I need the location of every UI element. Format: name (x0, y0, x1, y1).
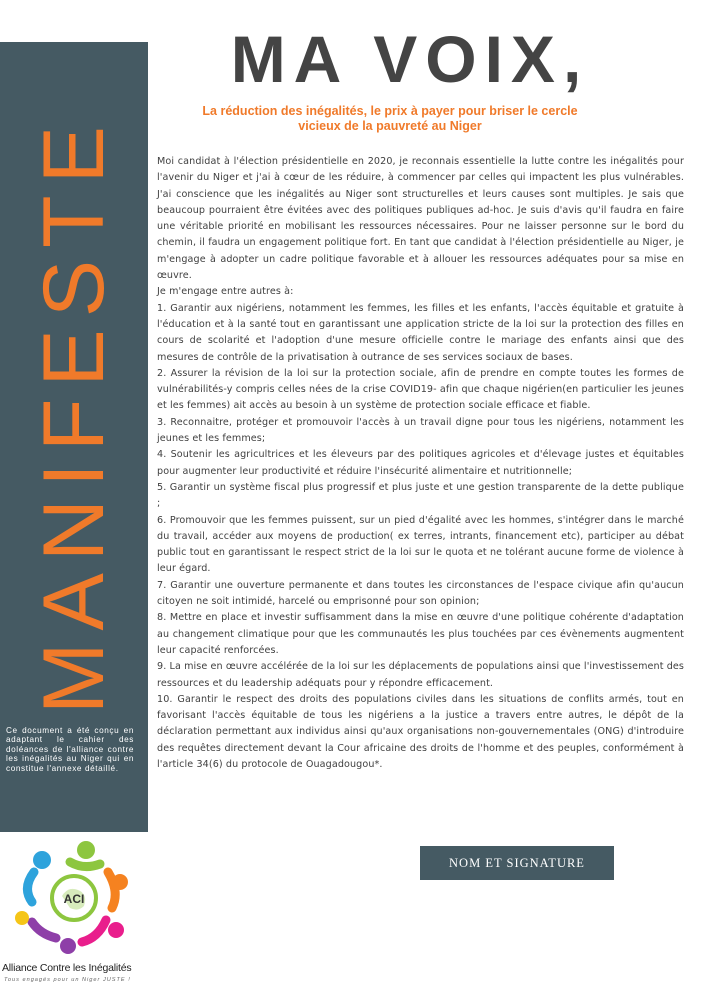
logo-arm-pink (82, 920, 106, 942)
logo-arm-blue (27, 872, 34, 902)
page-subtitle: La réduction des inégalités, le prix à payer pour briser le cercle vicieux de la pauvreté au Niger (202, 104, 578, 133)
logo-tagline: Tous engagés pour un Niger JUSTE ! (4, 977, 131, 983)
sidebar-note: Ce document a été conçu en adaptant le cahier des doléances de l'alliance contre les inégalités au Niger qui en constitue l'annexe détaillé. (6, 726, 134, 773)
sidebar-panel (0, 42, 148, 832)
commitment-lead: Je m'engage entre autres à: (157, 286, 294, 298)
commitment-item-5: 5. Garantir un système fiscal plus progressif et plus juste et une gestion transparente de la dette publique ; (157, 481, 684, 510)
logo-center-text: ACI (63, 892, 85, 906)
manifesto-body (157, 154, 684, 773)
logo-dot-blue (33, 851, 51, 869)
logo-arm-purple (32, 922, 56, 938)
logo-dot-pink (108, 922, 124, 938)
commitment-item-4: 4. Soutenir les agricultrices et les éleveurs par des politiques agricoles et d'élevage justes et équitables pour augmenter leur productivité et réduire l'insécurité alimentaire et nutritionnelle; (157, 449, 684, 477)
vertical-title: MANIFESTE (26, 113, 122, 715)
logo-arm-orange (108, 872, 115, 908)
name-signature-button[interactable]: NOM ET SIGNATURE (420, 846, 614, 880)
logo-dot-green (77, 841, 95, 859)
commitment-item-8: 8. Mettre en place et investir suffisamment dans la mise en œuvre d'une politique cohérente d'adaptation au changement climatique pour que les communautés les plus touchées par ces évènements augmentent leur capacité renforcées. (157, 612, 684, 656)
commitment-item-3: 3. Reconnaitre, protéger et promouvoir l'accès à un travail digne pour tous les nigériens, notamment les jeunes et les femmes; (157, 416, 684, 445)
page-title: MA VOIX, (230, 22, 590, 96)
logo-arm-green (70, 862, 100, 867)
alliance-logo (12, 838, 136, 956)
commitment-item-1: 1. Garantir aux nigériens, notamment les femmes, les filles et les enfants, l'accès équitable et gratuite à l'éducation et à la santé tout en garantissant une application stricte de la loi sur la protection des filles en cours de scolarité et l'adoption d'une mesure officielle contre le mariage des enfants ainsi que des mesures de contrôle de la privatisation à outrance de ses services sociaux de bases. (157, 302, 684, 363)
commitment-item-2: 2. Assurer la révision de la loi sur la protection sociale, afin de prendre en compte toutes les formes de vulnérabilités-y compris celles nées de la crise COVID19- afin que chaque nigérien(en particulier les jeunes et les femmes) ait accès au besoin à un système de protection sociale efficace et fiable. (157, 367, 684, 412)
intro-paragraph: Moi candidat à l'élection présidentielle en 2020, je reconnais essentielle la lutte contre les inégalités pour l'avenir du Niger et j'ai à cœur de les réduire, à commencer par celles qui impactent les plus vulnérables. J'ai conscience que les inégalités au Niger sont structurelles et leurs causes sont multiples. Je sais que beaucoup pourraient être évitées avec des politiques publiques ad-hoc. Je suis d'avis qu'il faudra en faire une véritable priorité en mobilisant les ressources nécessaires. Pour ne laisser personne sur le bord du chemin, il faudra un engagement politique fort. En tant que candidat à l'élection présidentielle au Niger, je m'engage à adopter un cadre politique favorable et à allouer les ressources adéquates pour sa mise en œuvre. (157, 156, 684, 282)
commitment-item-9: 9. La mise en œuvre accélérée de la loi sur les déplacements de populations ainsi que l'investissement des ressources et du leadership adéquats pour y répondre efficacement. (157, 661, 685, 689)
logo-dot-purple (60, 938, 76, 954)
logo-dot-yellow (15, 911, 29, 925)
commitment-item-7: 7. Garantir une ouverture permanente et dans toutes les circonstances de l'espace civique afin qu'aucun citoyen ne soit intimidé, harcelé ou emprisonné pour son opinion; (157, 579, 684, 608)
vertical-title-box (14, 94, 134, 734)
commitment-item-10: 10. Garantir le respect des droits des populations civiles dans les situations de conflits armés, tout en favorisant l'accès équitable de tous les nigériens a la justice a travers entre autres, le dépôt de la déclaration permettant aux individus ainsi qu'aux organisations non-gouvernementales (ONG) d'introduire des requêtes directement devant la Cour africaine des droits de l'homme et des peuples, conformément à l'article 34(6) du protocole de Ouagadougou*. (157, 693, 684, 770)
commitment-item-6: 6. Promouvoir que les femmes puissent, sur un pied d'égalité avec les hommes, s'intégrer dans le marché du travail, accéder aux moyens de production( ex terres, intrants, financement etc), participer au débat public tout en garantissant le respect strict de la loi sur le quota et ne tolérant aucune forme de violence à leur égard. (157, 514, 684, 575)
logo-name: Alliance Contre les Inégalités (2, 962, 132, 974)
